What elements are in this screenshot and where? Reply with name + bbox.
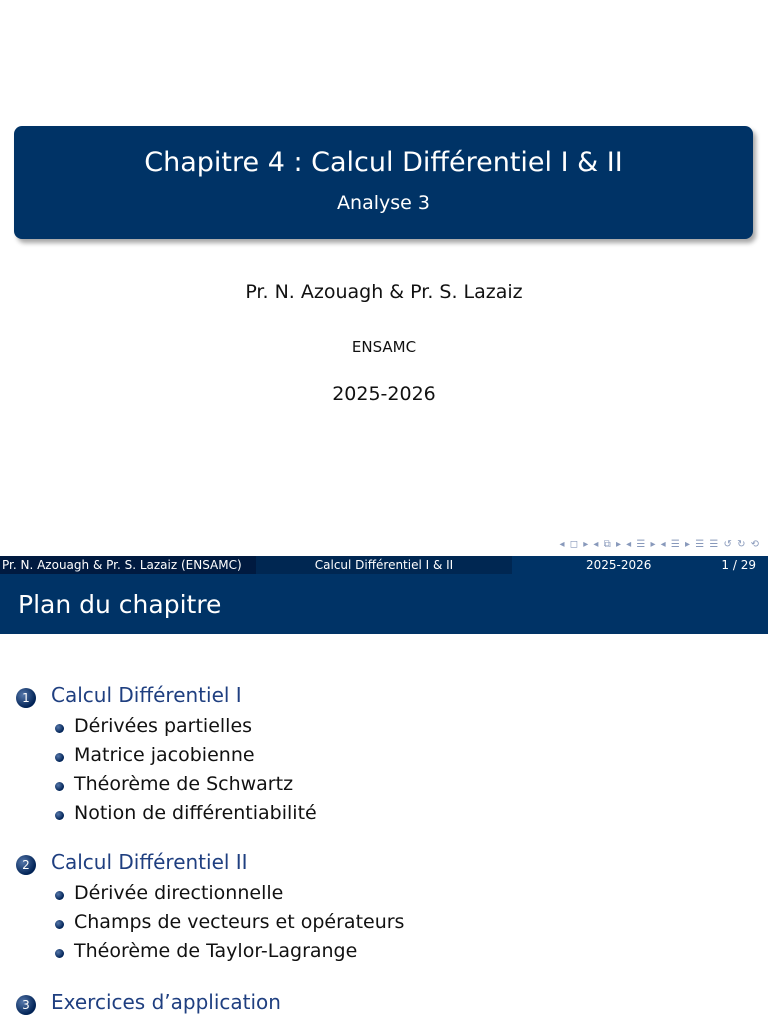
section-label[interactable]: Calcul Différentiel II: [51, 850, 248, 874]
footer-page-number: 1 / 29: [721, 558, 756, 572]
bullet-icon: [55, 782, 64, 791]
section-number-icon: 1: [16, 688, 36, 708]
section-label[interactable]: Exercices d’application: [51, 990, 281, 1014]
bullet-icon: [55, 753, 64, 762]
subsection-label[interactable]: Dérivées partielles: [74, 715, 253, 737]
footline: [0, 556, 768, 574]
footer-title: Calcul Différentiel I & II: [256, 556, 512, 574]
authors: Pr. N. Azouagh & Pr. S. Lazaiz: [245, 281, 523, 303]
subsection-label[interactable]: Notion de différentiabilité: [74, 802, 317, 824]
subsection-label[interactable]: Théorème de Schwartz: [74, 773, 294, 795]
frame-title: Plan du chapitre: [18, 590, 222, 619]
section-label[interactable]: Calcul Différentiel I: [51, 683, 242, 707]
bullet-icon: [55, 811, 64, 820]
bullet-icon: [55, 891, 64, 900]
bullet-icon: [55, 920, 64, 929]
subsection-label[interactable]: Théorème de Taylor-Lagrange: [74, 940, 358, 962]
footer-author: Pr. N. Azouagh & Pr. S. Lazaiz (ENSAMC): [0, 556, 256, 574]
presentation-title: Chapitre 4 : Calcul Différentiel I & II: [144, 147, 623, 178]
title-block: [14, 126, 753, 239]
institute: ENSAMC: [351, 338, 417, 356]
presentation-subtitle: Analyse 3: [337, 192, 430, 214]
bullet-icon: [55, 724, 64, 733]
frame-title-bar: [0, 574, 768, 634]
subsection-label[interactable]: Dérivée directionnelle: [74, 882, 284, 904]
beamer-navigation-icons[interactable]: ◂ ◻ ▸ ◂ ⧉ ▸ ◂ ☰ ▸ ◂ ☰ ▸ ☰ ☰ ↺ ↻ ⟲: [559, 539, 760, 550]
footer-date: 2025-2026: [586, 558, 652, 572]
date: 2025-2026: [332, 383, 436, 405]
subsection-label[interactable]: Champs de vecteurs et opérateurs: [74, 911, 405, 933]
section-number-icon: 2: [16, 855, 36, 875]
bullet-icon: [55, 949, 64, 958]
subsection-label[interactable]: Matrice jacobienne: [74, 744, 255, 766]
section-number-icon: 3: [16, 995, 36, 1015]
footer-date-block: [512, 556, 768, 574]
